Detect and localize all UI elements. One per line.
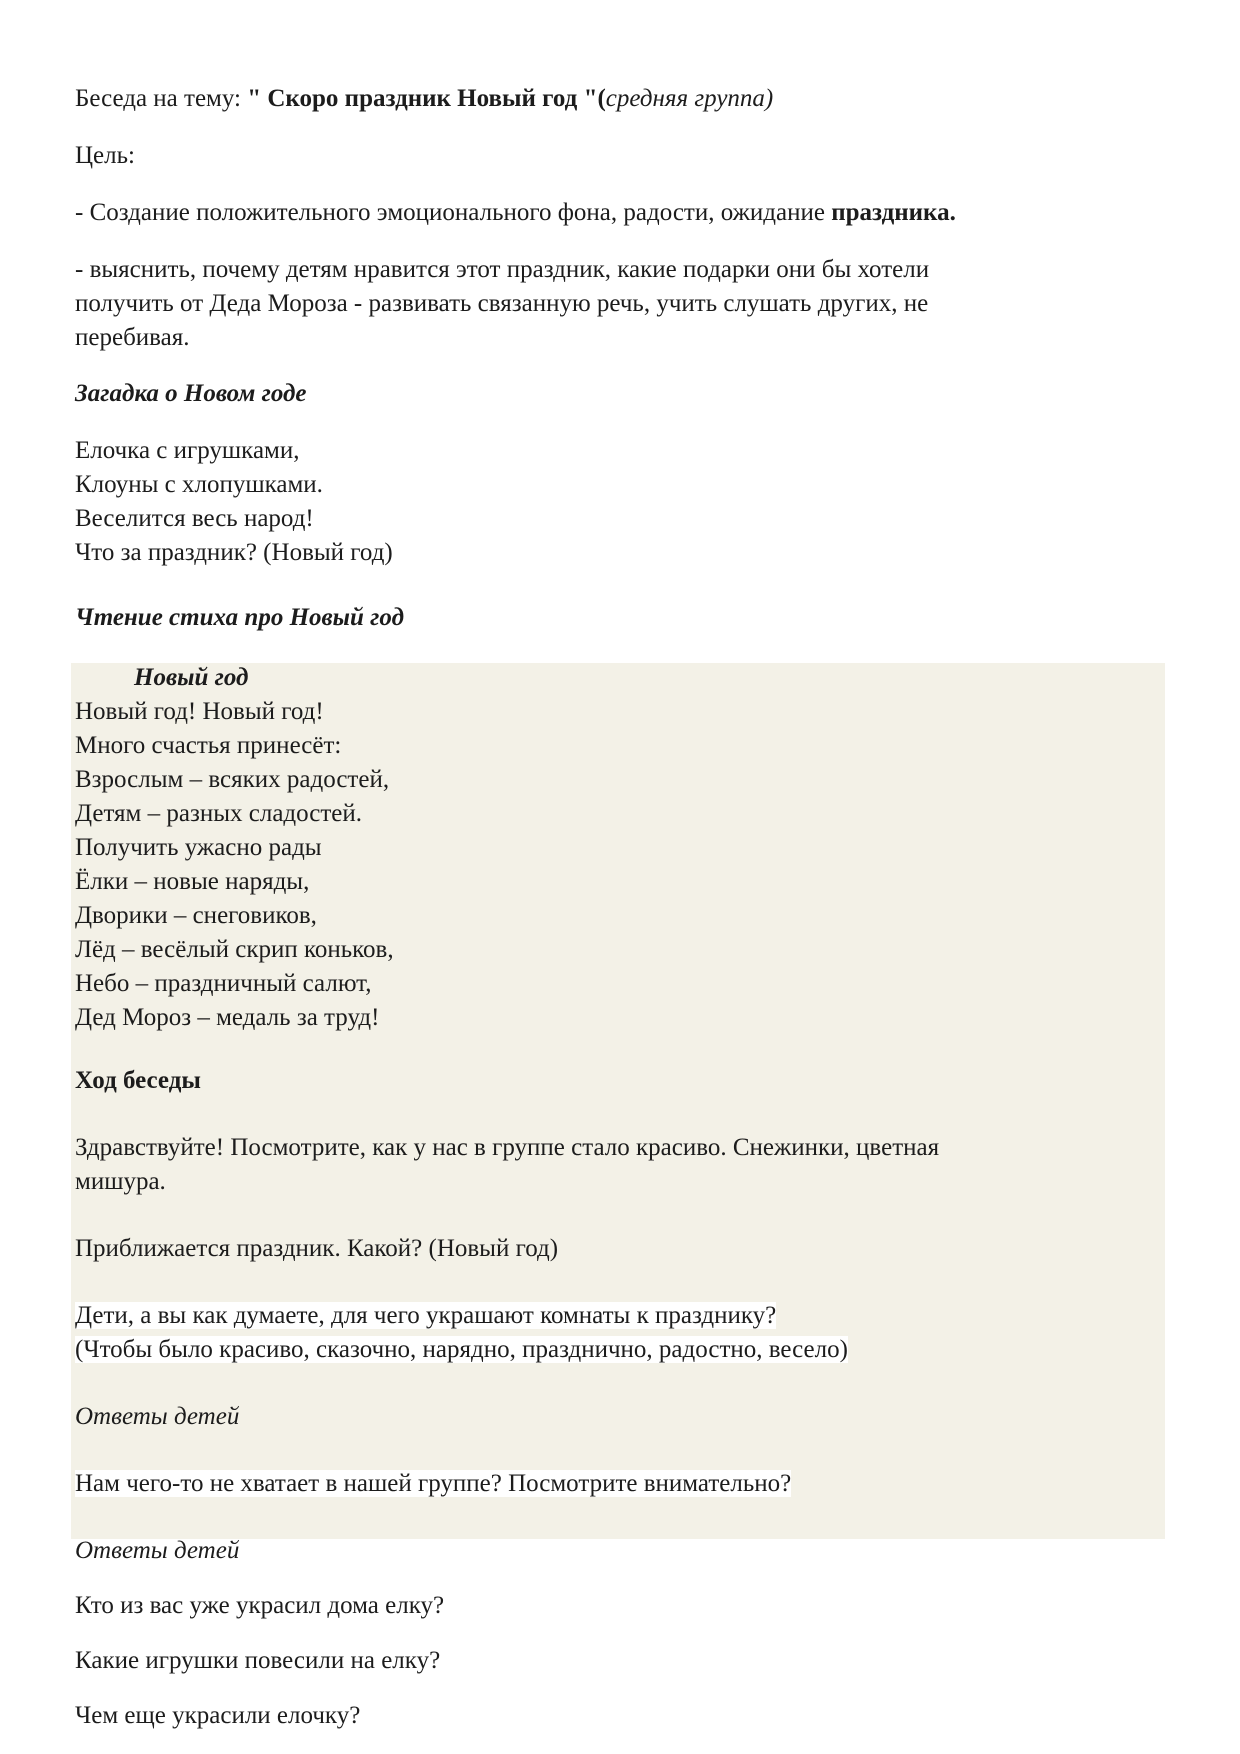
poem-title: Новый год	[134, 664, 249, 691]
toys-question: Какие игрушки повесили на елку?	[75, 1647, 441, 1674]
riddle-text: Елочка с игрушками, Клоуны с хлопушками. Веселится весь народ! Что за праздник? (Новый год)	[75, 437, 393, 566]
title-topic: " Скоро праздник Новый год "	[247, 85, 598, 112]
approaching-text: Приближается праздник. Какой? (Новый год)	[75, 1235, 559, 1262]
tree-question: Кто из вас уже украсил дома елку?	[75, 1592, 445, 1619]
decoration-question: Чем еще украсили елочку?	[75, 1702, 361, 1729]
missing-question: Нам чего-то не хватает в нашей группе? Посмотрите внимательно?	[75, 1470, 792, 1497]
children-answers-2: Ответы детей	[75, 1537, 240, 1564]
children-answers-1: Ответы детей	[75, 1403, 240, 1430]
poem-heading: Чтение стиха про Новый год	[75, 604, 404, 631]
poem-text: Новый год! Новый год! Много счастья принесёт: Взрослым – всяких радостей, Детям – разных сладостей. Получить ужасно рады Ёлки – новые наряды, Дворики – снеговиков, Лёд – весёлый скрип коньков, Небо – праздничный салют, Дед Мороз – медаль за труд!	[75, 698, 394, 1031]
greeting-text: Здравствуйте! Посмотрите, как у нас в группе стало красиво. Снежинки, цветная мишура.	[75, 1134, 940, 1195]
goal-item-2: - выяснить, почему детям нравится этот праздник, какие подарки они бы хотели получить от Деда Мороза - развивать связанную речь, учить слушать других, не перебивая.	[75, 256, 930, 351]
riddle-heading: Загадка о Новом годе	[75, 380, 307, 407]
goal-item-1: - Создание положительного эмоционального фона, радости, ожидание праздника.	[75, 199, 956, 226]
goal-label: Цель:	[75, 142, 135, 169]
decor-question: Дети, а вы как думаете, для чего украшают комнаты к празднику? (Чтобы было красиво, сказочно, нарядно, празднично, радостно, весело)	[75, 1302, 848, 1363]
document-title: Беседа на тему: " Скоро праздник Новый год "(средняя группа)	[75, 85, 774, 112]
course-heading: Ход беседы	[75, 1067, 201, 1094]
title-group: средняя группа)	[605, 85, 774, 112]
